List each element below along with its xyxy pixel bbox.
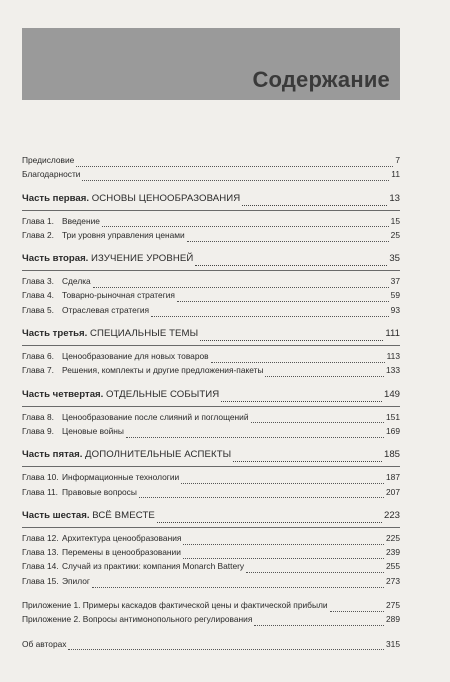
part-label: Часть пятая.: [22, 449, 83, 461]
dot-leader: [233, 460, 382, 462]
part-label: Часть четвертая.: [22, 388, 104, 400]
divider: [22, 210, 400, 211]
toc-chapter[interactable]: [22, 576, 400, 590]
chapter-title: Отраслевая стратегия: [62, 304, 150, 315]
page-number: 169: [386, 425, 400, 436]
chapter-label: Глава 4.: [22, 290, 54, 301]
dot-leader: [254, 624, 384, 626]
entry-title: Об авторах: [22, 638, 67, 649]
page-number: 133: [386, 365, 400, 376]
dot-leader: [126, 436, 384, 438]
page-number: 149: [383, 388, 400, 400]
dot-leader: [92, 586, 384, 588]
part-title: ИЗУЧЕНИЕ УРОВНЕЙ: [91, 253, 194, 265]
chapter-label: Глава 1.: [22, 215, 54, 226]
toc-appendix[interactable]: [22, 600, 400, 614]
toc-chapter[interactable]: [22, 487, 400, 501]
page-number: 15: [390, 215, 400, 226]
chapter-label: Глава 10.: [22, 472, 59, 483]
dot-leader: [151, 315, 389, 317]
dot-leader: [181, 482, 384, 484]
part-title: ВСЁ ВМЕСТЕ: [92, 509, 155, 521]
toc-appendix[interactable]: [22, 614, 400, 628]
chapter-title: Три уровня управления ценами: [62, 229, 185, 240]
chapter-label: Глава 13.: [22, 547, 59, 558]
page-number: 185: [383, 449, 400, 461]
toc-part-heading[interactable]: [22, 328, 400, 344]
page-number: 59: [390, 290, 400, 301]
page-number: 37: [390, 276, 400, 287]
divider: [22, 270, 400, 271]
chapter-label: Глава 8.: [22, 411, 54, 422]
dot-leader: [157, 521, 382, 523]
dot-leader: [211, 361, 385, 363]
toc-part-heading[interactable]: [22, 193, 400, 209]
toc-part-heading[interactable]: [22, 449, 400, 465]
chapter-title: Перемены в ценообразовании: [62, 547, 181, 558]
dot-leader: [265, 375, 384, 377]
part-label: Часть третья.: [22, 328, 88, 340]
page-number: 207: [386, 486, 400, 497]
chapter-title: Правовые вопросы: [62, 486, 137, 497]
toc-chapter[interactable]: [22, 351, 400, 365]
dot-leader: [68, 648, 384, 650]
chapter-label: Глава 15.: [22, 575, 59, 586]
chapter-label: Глава 3.: [22, 276, 54, 287]
chapter-title: Информационные технологии: [62, 472, 180, 483]
page-title: Содержание: [252, 67, 390, 92]
toc-entry[interactable]: [22, 155, 400, 169]
part-label: Часть первая.: [22, 192, 90, 204]
page-number: 187: [386, 472, 400, 483]
dot-leader: [139, 496, 384, 498]
part-label: Часть вторая.: [22, 253, 89, 265]
page-number: 289: [386, 614, 400, 625]
dot-leader: [187, 240, 389, 242]
toc-part-heading[interactable]: [22, 510, 400, 526]
chapter-label: Глава 11.: [22, 486, 58, 497]
divider: [22, 527, 400, 528]
part-label: Часть шестая.: [22, 509, 90, 521]
chapter-title: Сделка: [62, 276, 91, 287]
page-number: 225: [386, 532, 400, 543]
toc-chapter[interactable]: [22, 533, 400, 547]
chapter-title: Товарно-рыночная стратегия: [62, 290, 175, 301]
chapter-title: Введение: [62, 215, 100, 226]
chapter-label: Глава 12.: [22, 532, 59, 543]
entry-title: Предисловие: [22, 155, 75, 165]
chapter-label: Глава 5.: [22, 304, 54, 315]
toc-chapter[interactable]: [22, 216, 400, 230]
chapter-title: Ценообразование для новых товаров: [62, 351, 209, 362]
part-title: ДОПОЛНИТЕЛЬНЫЕ АСПЕКТЫ: [85, 449, 232, 461]
part-title: СПЕЦИАЛЬНЫЕ ТЕМЫ: [89, 328, 199, 340]
dot-leader: [251, 421, 385, 423]
dot-leader: [76, 165, 393, 167]
chapter-label: Глава 9.: [22, 425, 54, 436]
dot-leader: [183, 543, 384, 545]
toc-entry[interactable]: [22, 639, 400, 653]
chapter-title: Случай из практики: компания Monarch Battery: [62, 561, 245, 572]
dot-leader: [246, 571, 384, 573]
entry-title: Благодарности: [22, 169, 81, 180]
part-title: ОСНОВЫ ЦЕНООБРАЗОВАНИЯ: [91, 192, 241, 204]
page-number: 111: [385, 328, 400, 340]
page-number: 223: [383, 509, 400, 521]
chapter-title: Ценовые войны: [62, 425, 124, 436]
toc-entry[interactable]: [22, 169, 400, 183]
page-number: 7: [395, 155, 400, 165]
toc-chapter[interactable]: [22, 547, 400, 561]
dot-leader: [330, 610, 384, 612]
toc-chapter[interactable]: [22, 472, 400, 486]
toc-chapter[interactable]: [22, 276, 400, 290]
part-title: ОТДЕЛЬНЫЕ СОБЫТИЯ: [105, 388, 220, 400]
chapter-label: Глава 7.: [22, 365, 54, 376]
table-of-contents: [22, 155, 400, 653]
dot-leader: [242, 204, 387, 206]
page-number: 93: [390, 304, 400, 315]
chapter-title: Архитектура ценообразования: [62, 532, 182, 543]
dot-leader: [82, 179, 389, 181]
chapter-title: Решения, комплекты и другие предложения-пакеты: [62, 365, 264, 376]
page-number: 239: [386, 547, 400, 558]
toc-chapter[interactable]: [22, 561, 400, 575]
appendix-title: Приложение 1. Примеры каскадов фактической цены и фактической прибыли: [22, 600, 328, 611]
chapter-title: Эпилог: [62, 575, 90, 586]
dot-leader: [183, 557, 384, 559]
page-number: 273: [386, 575, 400, 586]
dot-leader: [195, 264, 387, 266]
toc-chapter[interactable]: [22, 290, 400, 304]
page-number: 113: [386, 351, 400, 362]
page-number: 25: [390, 229, 400, 240]
chapter-title: Ценообразование после слияний и поглощений: [62, 411, 249, 422]
toc-chapter[interactable]: [22, 305, 400, 319]
page-number: 315: [386, 638, 400, 649]
toc-part-heading[interactable]: [22, 253, 400, 269]
chapter-label: Глава 14.: [22, 561, 59, 572]
dot-leader: [221, 400, 382, 402]
chapter-label: Глава 6.: [22, 351, 54, 362]
dot-leader: [93, 286, 389, 288]
appendix-title: Приложение 2. Вопросы антимонопольного регулирования: [22, 614, 253, 625]
page-number: 275: [386, 600, 400, 611]
toc-chapter[interactable]: [22, 230, 400, 244]
divider: [22, 466, 400, 467]
toc-part-heading[interactable]: [22, 389, 400, 405]
page-number: 11: [391, 169, 400, 180]
header-band: [22, 28, 400, 100]
toc-chapter[interactable]: [22, 426, 400, 440]
dot-leader: [200, 339, 383, 341]
divider: [22, 406, 400, 407]
dot-leader: [102, 225, 389, 227]
page-number: 35: [389, 253, 400, 265]
toc-chapter[interactable]: [22, 365, 400, 379]
page-number: 151: [386, 411, 400, 422]
page-number: 13: [389, 192, 400, 204]
page-number: 255: [386, 561, 400, 572]
dot-leader: [177, 300, 389, 302]
divider: [22, 345, 400, 346]
toc-chapter[interactable]: [22, 412, 400, 426]
chapter-label: Глава 2.: [22, 229, 54, 240]
